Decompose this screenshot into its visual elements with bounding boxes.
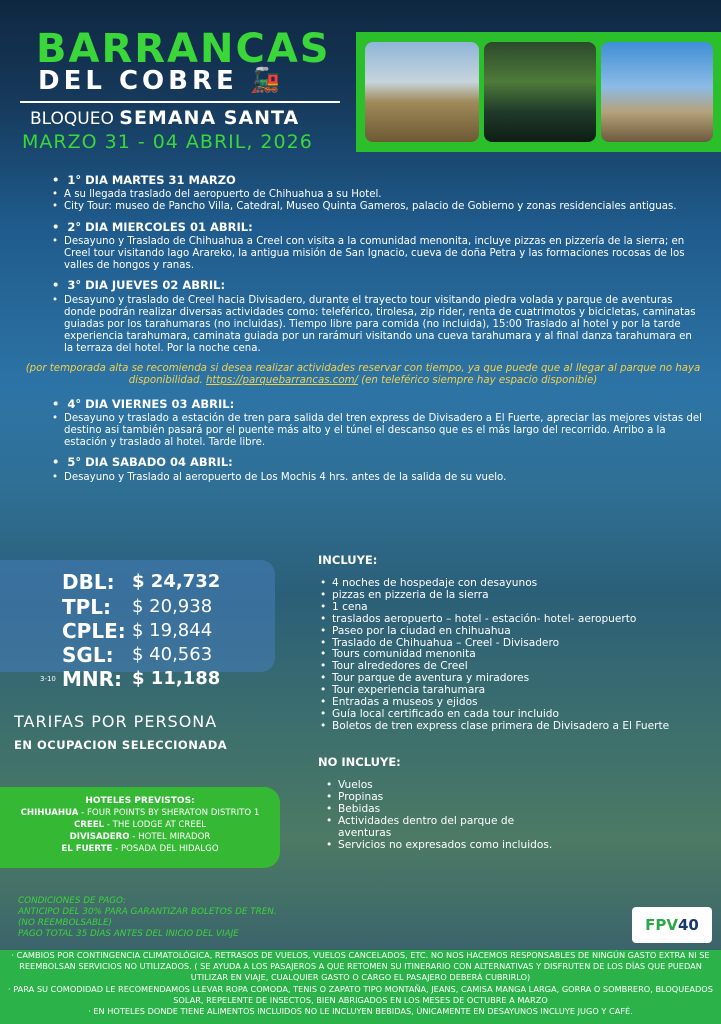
divider	[20, 101, 340, 103]
day-line: • Desayuno y traslado a estación de tren para salida del tren express de Divisadero a El Fuerte, apreciar las mejores vistas del destino asi también pasará por el puente más alto y el túnel el descanso que es el más largo del recorrido. Arribo a la estación y traslado al hotel. Tarde libre.	[52, 413, 704, 450]
excludes-heading: NO INCLUYE:	[318, 755, 401, 769]
condition-line: CONDICIONES DE PAGO:	[18, 896, 127, 906]
list-item: • Traslado de Chihuahua – Creel - Divisadero	[318, 638, 669, 650]
condition-line: PAGO TOTAL 35 DÍAS ANTES DEL INICIO DEL VIAJE	[18, 929, 239, 939]
note-text: (por temporada alta se recomienda si desea realizar actividades reservar con tiempo, ya que puede que al llegar al parque no haya disponibilidad.	[25, 362, 701, 387]
photo-train	[484, 42, 596, 142]
price-mnr-value: $ 11,188	[132, 668, 221, 689]
hotel-item: EL FUERTE - POSADA DEL HIDALGO	[61, 844, 219, 854]
hotels-box	[0, 787, 280, 868]
price-mnr-label: MNR:	[62, 667, 123, 691]
bloqueo-event: SEMANA SANTA	[119, 107, 300, 129]
train-icon: 🚂	[250, 66, 280, 94]
list-item: • Tour experiencia tarahumara	[318, 685, 669, 697]
day-1	[22, 174, 704, 214]
list-item: • Boletos de tren express clase primera de Divisadero a El Fuerte	[318, 721, 669, 733]
fpv-logo: FPV40	[632, 907, 712, 943]
footer-line: · CAMBIOS POR CONTINGENCIA CLIMATOLÓGICA, RETRASOS DE VUELOS, VUELOS CANCELADOS, ETC. NO NOS HACEMOS RESPONSABLES DE NINGÚN GASTO EXTRA NI SE REEMBOLSAN SERVICIOS NO UTILIZADOS. ( SE AYUDA A LOS PASAJEROS A QUE RETOMEN SU ITINERARIO CON ALTERNATIVAS Y DISFRUTEN DE LOS DÍAS QUE PUEDAN UTILIZAR EN VIAJE, CUALQUIER GASTO O CARGO EL PASAJERO DEBERÁ CUBRIRLO)	[11, 950, 710, 983]
day-2	[22, 221, 704, 273]
price-tpl-label: TPL:	[62, 595, 112, 619]
list-item: • 4 noches de hospedaje con desayunos	[318, 578, 669, 590]
footer-notices	[0, 950, 721, 1024]
list-item: • Paseo por la ciudad en chihuahua	[318, 626, 669, 638]
list-item: • Vuelos	[324, 780, 564, 792]
bloqueo-label: BLOQUEO	[30, 109, 114, 129]
list-item: • pizzas en pizzeria de la sierra	[318, 590, 669, 602]
condition-line: ANTICIPO DEL 30% PARA GARANTIZAR BOLETOS DE TREN.	[18, 907, 277, 917]
list-item: • 1 cena	[318, 602, 669, 614]
day-line: • Desayuno y Traslado al aeropuerto de Los Mochis 4 hrs. antes de la salida de su vuelo.	[52, 472, 704, 484]
photo-canyon	[601, 42, 713, 142]
hotel-item: DIVISADERO - HOTEL MIRADOR	[69, 832, 211, 842]
photo-community	[365, 42, 479, 142]
list-item: • Tour parque de aventura y miradores	[318, 673, 669, 685]
itinerary	[22, 174, 704, 491]
tarifas-heading: TARIFAS POR PERSONA	[14, 712, 218, 731]
trip-dates: MARZO 31 - 04 ABRIL, 2026	[22, 131, 313, 153]
note-text-after: (en teleférico siempre hay espacio disponible)	[357, 375, 598, 387]
day-heading: • 2° DIA MIERCOLES 01 ABRIL:	[52, 221, 704, 233]
list-item: • Actividades dentro del parque de aventuras	[324, 816, 564, 840]
ocupacion-subheading: EN OCUPACION SELECCIONADA	[14, 738, 228, 752]
price-sgl-value: $ 40,563	[132, 644, 213, 665]
price-cple-value: $ 19,844	[132, 620, 213, 641]
day-heading: • 4° DIA VIERNES 03 ABRIL:	[52, 398, 704, 410]
day-line: • Desayuno y Traslado de Chihuahua a Creel con visita a la comunidad menonita, incluye pizzas en pizzería de la sierra; en Creel tour visitando lago Arareko, la antigua misión de San Ignacio, cueva de doña Petra y las formaciones rocosas de los valles de hongos y ranas.	[52, 236, 704, 273]
list-item: • traslados aeropuerto – hotel - estación- hotel- aeropuerto	[318, 614, 669, 626]
day-heading: • 5° DIA SABADO 04 ABRIL:	[52, 456, 704, 468]
condition-line: (NO REEMBOLSABLE)	[18, 918, 112, 928]
availability-note	[22, 363, 704, 388]
list-item: • Tour alrededores de Creel	[318, 661, 669, 673]
bloqueo-title	[30, 107, 299, 129]
day-3	[22, 279, 704, 355]
list-item: • Propinas	[324, 792, 564, 804]
list-item: • Servicios no expresados como incluidos.	[324, 840, 564, 852]
footer-line: · PARA SU COMODIDAD LE RECOMENDAMOS LLEVAR ROPA COMODA, TENIS O ZAPATO TIPO MONTAÑA, JEANS, CAMISA MANGA LARGA, GORRA O SOMBRERO, BLOQUEADOS SOLAR, REPELENTE DE INSECTOS, BIEN ABRIGADOS EN LOS MESES DE OCTUBRE A MARZO	[8, 983, 713, 1005]
day-line: • A su llegada traslado del aeropuerto de Chihuahua a su Hotel.	[52, 189, 704, 201]
day-line: • Desayuno y traslado de Creel hacia Divisadero, durante el trayecto tour visitando piedra volada y parque de aventuras donde podrán realizar diversas actividades como: teleférico, tirolesa, zip rider, renta de cuatrimotos y bicicletas, caminatas guiadas por los tarahumaras (no incluidas). Tiempo libre para comida (no incluida), 15:00 Traslado al hotel y por la tarde experiencia tarahumara, caminata guiada por un rarámuri visitando una cueva tarahumara y al final danza tarahumara en la terraza del hotel. Por la noche cena.	[52, 295, 704, 356]
title-del-cobre: DEL COBRE	[38, 66, 238, 96]
excludes-list	[324, 780, 564, 851]
price-dbl-value: $ 24,732	[132, 571, 221, 592]
day-heading: • 1° DIA MARTES 31 MARZO	[52, 174, 704, 186]
hotel-item: CREEL - THE LODGE AT CREEL	[73, 820, 207, 830]
day-heading: • 3° DIA JUEVES 02 ABRIL:	[52, 279, 704, 291]
price-dbl-label: DBL:	[62, 570, 115, 594]
price-sgl-label: SGL:	[62, 643, 114, 667]
mnr-ages: 3-10	[40, 675, 56, 683]
includes-heading: INCLUYE:	[318, 553, 378, 567]
park-link[interactable]: https://parquebarrancas.com/	[205, 375, 358, 387]
title-barrancas: BARRANCAS	[36, 26, 331, 72]
photo-strip	[356, 32, 721, 152]
list-item: • Tours comunidad menonita	[318, 649, 669, 661]
list-item: • Bebidas	[324, 804, 564, 816]
day-4	[22, 398, 704, 450]
day-5	[22, 456, 704, 483]
list-item: • Guía local certificado en cada tour incluido	[318, 709, 669, 721]
list-item: • Entradas a museos y ejidos	[318, 697, 669, 709]
hotel-item: CHIHUAHUA - FOUR POINTS BY SHERATON DISTRITO 1	[20, 808, 260, 818]
price-cple-label: CPLE:	[62, 619, 126, 643]
payment-conditions	[18, 896, 277, 940]
day-line: • City Tour: museo de Pancho Villa, Catedral, Museo Quinta Gameros, palacio de Gobierno y zonas residenciales antiguas.	[52, 201, 704, 213]
hotels-heading: HOTELES PREVISTOS:	[85, 796, 195, 806]
footer-line: · EN HOTELES DONDE TIENE ALIMENTOS INCLUIDOS NO LE INCLUYEN BEBIDAS, ÚNICAMENTE EN DESAYUNOS INCLUYE JUGO Y CAFÉ.	[88, 1006, 633, 1017]
price-tpl-value: $ 20,938	[132, 596, 213, 617]
includes-list	[318, 578, 669, 733]
